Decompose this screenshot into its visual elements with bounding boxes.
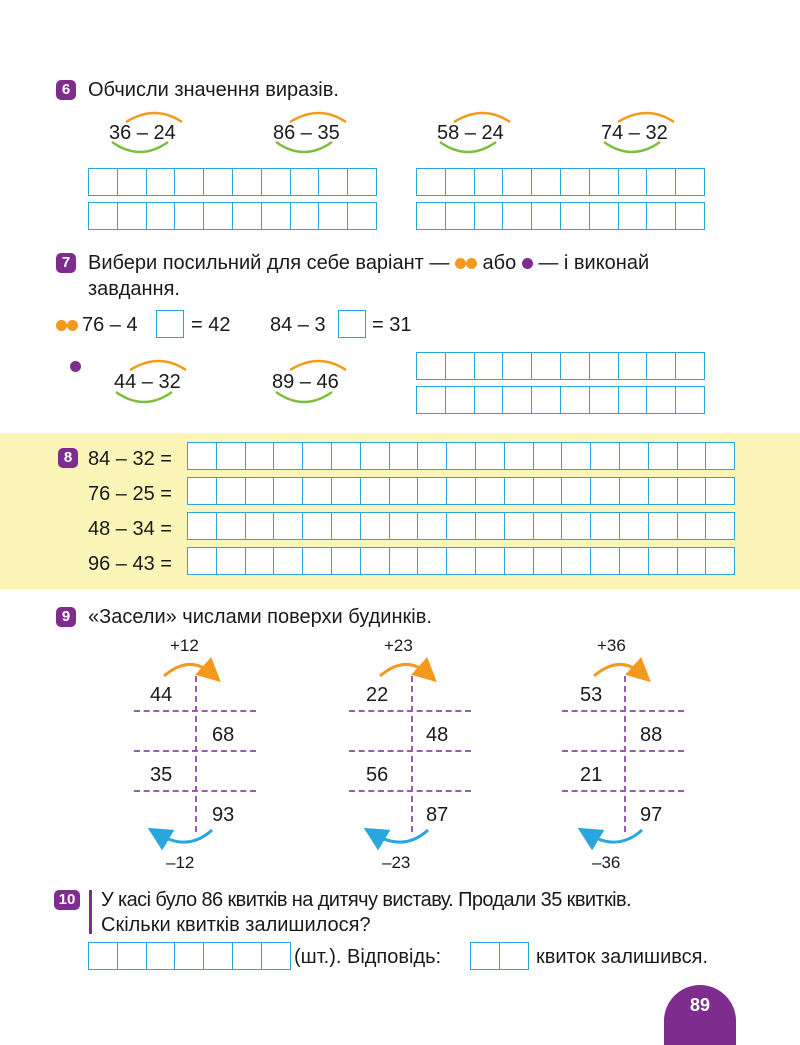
grid-cell[interactable]: [360, 442, 390, 470]
grid-cell[interactable]: [232, 168, 262, 196]
house-3-minus-arrow: [588, 830, 642, 842]
task-7-eq1-blank[interactable]: [156, 310, 184, 338]
task-6-expression-3: 58 – 24: [437, 122, 504, 144]
grid-cell[interactable]: [417, 547, 447, 575]
grid-cell[interactable]: [302, 442, 332, 470]
grid-cell[interactable]: [474, 386, 504, 414]
task-8-row-2-label: 76 – 25 =: [88, 483, 172, 505]
house-1-floor-line-1: [134, 710, 256, 712]
grid-cell[interactable]: [174, 942, 204, 970]
grid-cell[interactable]: [705, 477, 735, 505]
grid-cell[interactable]: [675, 168, 705, 196]
house-2-plus-arrow: [380, 664, 428, 676]
grid-cell[interactable]: [619, 512, 649, 540]
task-10-solution-grid[interactable]: [88, 942, 290, 970]
task-7-title-part-a: Вибери посильний для себе варіант —: [88, 252, 450, 274]
grid-cell[interactable]: [146, 202, 176, 230]
house-1-top-op: +12: [170, 636, 199, 655]
grid-cell[interactable]: [216, 512, 246, 540]
house-1-minus-arrow: [158, 830, 212, 842]
grid-cell[interactable]: [417, 477, 447, 505]
task-7-eq1-right: = 42: [191, 314, 231, 336]
task-7-title-part-b: або: [482, 252, 517, 274]
task-6-expression-1: 36 – 24: [109, 122, 176, 144]
grid-cell[interactable]: [475, 547, 505, 575]
task-7-title-part-c: — і виконай: [538, 252, 650, 274]
grid-cell[interactable]: [417, 512, 447, 540]
grid-cell[interactable]: [417, 442, 447, 470]
house-2-right-2: 87: [426, 804, 449, 826]
house-1-left-2: 35: [150, 764, 173, 786]
grid-cell[interactable]: [445, 352, 475, 380]
grid-cell[interactable]: [504, 547, 534, 575]
grid-cell[interactable]: [646, 168, 676, 196]
grid-cell[interactable]: [331, 477, 361, 505]
grid-cell[interactable]: [531, 168, 561, 196]
task-6-badge: 6: [56, 80, 76, 100]
grid-cell[interactable]: [445, 202, 475, 230]
house-2-left-1: 22: [366, 684, 389, 706]
task-9-title: «Засели» числами поверхи будинків.: [88, 606, 432, 628]
purple-dot-icon: [522, 258, 533, 269]
grid-cell[interactable]: [203, 168, 233, 196]
house-3-right-2: 97: [640, 804, 663, 826]
house-3-floor-line-2: [562, 750, 684, 752]
grid-cell[interactable]: [648, 512, 678, 540]
grid-cell[interactable]: [290, 168, 320, 196]
grid-cell[interactable]: [273, 547, 303, 575]
grid-cell[interactable]: [618, 168, 648, 196]
grid-cell[interactable]: [232, 202, 262, 230]
grid-cell[interactable]: [531, 352, 561, 380]
double-orange-dot-icon: [56, 317, 78, 335]
grid-cell[interactable]: [187, 547, 217, 575]
grid-cell[interactable]: [347, 168, 377, 196]
task-10-answer-grid[interactable]: [470, 942, 528, 970]
house-2-bottom-op: –23: [382, 853, 411, 872]
grid-cell[interactable]: [675, 352, 705, 380]
house-1-bottom-op: –12: [166, 853, 195, 872]
task-8-row-3-label: 48 – 34 =: [88, 518, 172, 540]
house-2-top-op: +23: [384, 636, 413, 655]
grid-cell[interactable]: [446, 477, 476, 505]
grid-cell[interactable]: [504, 477, 534, 505]
grid-cell[interactable]: [561, 442, 591, 470]
grid-cell[interactable]: [502, 168, 532, 196]
grid-cell[interactable]: [499, 942, 529, 970]
grid-cell[interactable]: [187, 442, 217, 470]
grid-cell[interactable]: [245, 512, 275, 540]
house-2-right-1: 48: [426, 724, 449, 746]
grid-cell[interactable]: [561, 477, 591, 505]
double-orange-dot-icon: [455, 252, 477, 274]
grid-cell[interactable]: [474, 168, 504, 196]
task-7-eq1-left: 76 – 4: [82, 314, 138, 336]
grid-cell[interactable]: [88, 202, 118, 230]
grid-cell[interactable]: [677, 477, 707, 505]
grid-cell[interactable]: [618, 352, 648, 380]
task-8-badge: 8: [58, 448, 78, 468]
grid-cell[interactable]: [318, 202, 348, 230]
task-6-expression-2: 86 – 35: [273, 122, 340, 144]
grid-cell[interactable]: [360, 547, 390, 575]
grid-cell[interactable]: [648, 442, 678, 470]
grid-cell[interactable]: [203, 942, 233, 970]
grid-cell[interactable]: [646, 352, 676, 380]
grid-cell[interactable]: [589, 202, 619, 230]
grid-cell[interactable]: [504, 512, 534, 540]
task-7-eq2-right: = 31: [372, 314, 412, 336]
grid-cell[interactable]: [705, 547, 735, 575]
grid-cell[interactable]: [416, 352, 446, 380]
grid-cell[interactable]: [88, 942, 118, 970]
house-2-divider: [411, 676, 413, 832]
grid-cell[interactable]: [618, 386, 648, 414]
house-1-right-1: 68: [212, 724, 235, 746]
grid-cell[interactable]: [174, 202, 204, 230]
grid-cell[interactable]: [446, 512, 476, 540]
house-3-floor-line-3: [562, 790, 684, 792]
grid-cell[interactable]: [117, 942, 147, 970]
grid-cell[interactable]: [445, 386, 475, 414]
grid-cell[interactable]: [677, 547, 707, 575]
grid-cell[interactable]: [560, 386, 590, 414]
house-2-floor-line-1: [349, 710, 471, 712]
house-2-left-2: 56: [366, 764, 389, 786]
house-1-right-2: 93: [212, 804, 235, 826]
grid-cell[interactable]: [502, 202, 532, 230]
grid-cell[interactable]: [261, 942, 291, 970]
grid-cell[interactable]: [589, 352, 619, 380]
task-10-tail: квиток залишився.: [536, 946, 709, 968]
house-3-left-2: 21: [580, 764, 603, 786]
grid-cell[interactable]: [648, 477, 678, 505]
grid-cell[interactable]: [590, 477, 620, 505]
house-3-top-op: +36: [597, 636, 626, 655]
grid-cell[interactable]: [273, 512, 303, 540]
grid-cell[interactable]: [216, 442, 246, 470]
grid-cell[interactable]: [533, 512, 563, 540]
house-3-right-1: 88: [640, 724, 663, 746]
grid-cell[interactable]: [618, 202, 648, 230]
task-7-expression-2: 89 – 46: [272, 371, 339, 393]
house-1-plus-arrow: [164, 664, 212, 676]
grid-cell[interactable]: [531, 202, 561, 230]
grid-cell[interactable]: [474, 352, 504, 380]
grid-cell[interactable]: [675, 386, 705, 414]
house-1-floor-line-3: [134, 790, 256, 792]
grid-cell[interactable]: [533, 477, 563, 505]
grid-cell[interactable]: [117, 202, 147, 230]
grid-cell[interactable]: [502, 352, 532, 380]
page-number: 89: [664, 985, 736, 1045]
task-8-row-1-label: 84 – 32 =: [88, 448, 172, 470]
grid-cell[interactable]: [290, 202, 320, 230]
grid-cell[interactable]: [470, 942, 500, 970]
grid-cell[interactable]: [245, 547, 275, 575]
grid-cell[interactable]: [302, 477, 332, 505]
grid-cell[interactable]: [589, 386, 619, 414]
grid-cell[interactable]: [187, 512, 217, 540]
grid-cell[interactable]: [318, 168, 348, 196]
grid-cell[interactable]: [561, 512, 591, 540]
task-8-answer-grid[interactable]: [187, 442, 734, 575]
grid-cell[interactable]: [646, 386, 676, 414]
task-10-line-1: У касі було 86 квитків на дитячу виставу. Продали 35 квитків.: [101, 889, 631, 911]
task-6-answer-grid-left[interactable]: [88, 168, 376, 230]
grid-cell[interactable]: [675, 202, 705, 230]
house-3-bottom-op: –36: [592, 853, 621, 872]
grid-cell[interactable]: [533, 547, 563, 575]
grid-cell[interactable]: [203, 202, 233, 230]
grid-cell[interactable]: [302, 547, 332, 575]
grid-cell[interactable]: [245, 442, 275, 470]
grid-cell[interactable]: [232, 942, 262, 970]
grid-cell[interactable]: [502, 386, 532, 414]
grid-cell[interactable]: [174, 168, 204, 196]
grid-cell[interactable]: [533, 442, 563, 470]
grid-cell[interactable]: [446, 547, 476, 575]
grid-cell[interactable]: [245, 477, 275, 505]
grid-cell[interactable]: [705, 512, 735, 540]
house-3-floor-line-1: [562, 710, 684, 712]
grid-cell[interactable]: [261, 202, 291, 230]
grid-cell[interactable]: [475, 512, 505, 540]
grid-cell[interactable]: [331, 442, 361, 470]
task-7-expression-1: 44 – 32: [114, 371, 181, 393]
grid-cell[interactable]: [117, 168, 147, 196]
grid-cell[interactable]: [705, 442, 735, 470]
grid-cell[interactable]: [677, 512, 707, 540]
task-7-eq2-blank[interactable]: [338, 310, 366, 338]
grid-cell[interactable]: [416, 202, 446, 230]
grid-cell[interactable]: [216, 547, 246, 575]
grid-cell[interactable]: [360, 477, 390, 505]
grid-cell[interactable]: [475, 442, 505, 470]
house-2-floor-line-3: [349, 790, 471, 792]
grid-cell[interactable]: [531, 386, 561, 414]
grid-cell[interactable]: [648, 547, 678, 575]
grid-cell[interactable]: [331, 547, 361, 575]
task-6-expression-4: 74 – 32: [601, 122, 668, 144]
grid-cell[interactable]: [360, 512, 390, 540]
grid-cell[interactable]: [216, 477, 246, 505]
grid-cell[interactable]: [261, 168, 291, 196]
task-9-badge: 9: [56, 607, 76, 627]
house-3-left-1: 53: [580, 684, 603, 706]
grid-cell[interactable]: [146, 942, 176, 970]
house-2-minus-arrow: [374, 830, 428, 842]
task-7-title-line1: [88, 251, 649, 275]
grid-cell[interactable]: [589, 168, 619, 196]
grid-cell[interactable]: [446, 442, 476, 470]
grid-cell[interactable]: [677, 442, 707, 470]
house-3-divider: [624, 676, 626, 832]
grid-cell[interactable]: [389, 442, 419, 470]
grid-cell[interactable]: [416, 386, 446, 414]
task-10-line-2: Скільки квитків залишилося?: [101, 914, 371, 936]
grid-cell[interactable]: [302, 512, 332, 540]
task-7-title-line2: завдання.: [88, 278, 180, 300]
task-6-title: Обчисли значення виразів.: [88, 79, 339, 101]
task-10-unit-label: (шт.). Відповідь:: [294, 946, 442, 968]
task-7-answer-grid[interactable]: [416, 352, 704, 414]
grid-cell[interactable]: [504, 442, 534, 470]
grid-cell[interactable]: [187, 477, 217, 505]
task-7-eq2-left: 84 – 3: [270, 314, 326, 336]
task-8-row-4-label: 96 – 43 =: [88, 553, 172, 575]
grid-cell[interactable]: [445, 168, 475, 196]
grid-cell[interactable]: [273, 442, 303, 470]
grid-cell[interactable]: [590, 547, 620, 575]
grid-cell[interactable]: [475, 477, 505, 505]
grid-cell[interactable]: [389, 512, 419, 540]
house-1-left-1: 44: [150, 684, 173, 706]
grid-cell[interactable]: [273, 477, 303, 505]
grid-cell[interactable]: [590, 442, 620, 470]
task-7-badge: 7: [56, 253, 76, 273]
grid-cell[interactable]: [590, 512, 620, 540]
grid-cell[interactable]: [560, 202, 590, 230]
house-1-divider: [195, 676, 197, 832]
task-6-answer-grid-right[interactable]: [416, 168, 704, 230]
grid-cell[interactable]: [619, 442, 649, 470]
grid-cell[interactable]: [347, 202, 377, 230]
grid-cell[interactable]: [561, 547, 591, 575]
house-1-floor-line-2: [134, 750, 256, 752]
house-2-floor-line-2: [349, 750, 471, 752]
grid-cell[interactable]: [88, 168, 118, 196]
grid-cell[interactable]: [619, 477, 649, 505]
task-10-badge: 10: [54, 890, 80, 910]
grid-cell[interactable]: [331, 512, 361, 540]
grid-cell[interactable]: [646, 202, 676, 230]
grid-cell[interactable]: [389, 477, 419, 505]
grid-cell[interactable]: [560, 168, 590, 196]
house-3-plus-arrow: [594, 664, 642, 676]
grid-cell[interactable]: [474, 202, 504, 230]
task-10-accent-bar: [89, 890, 92, 934]
grid-cell[interactable]: [389, 547, 419, 575]
grid-cell[interactable]: [146, 168, 176, 196]
grid-cell[interactable]: [416, 168, 446, 196]
grid-cell[interactable]: [560, 352, 590, 380]
grid-cell[interactable]: [619, 547, 649, 575]
